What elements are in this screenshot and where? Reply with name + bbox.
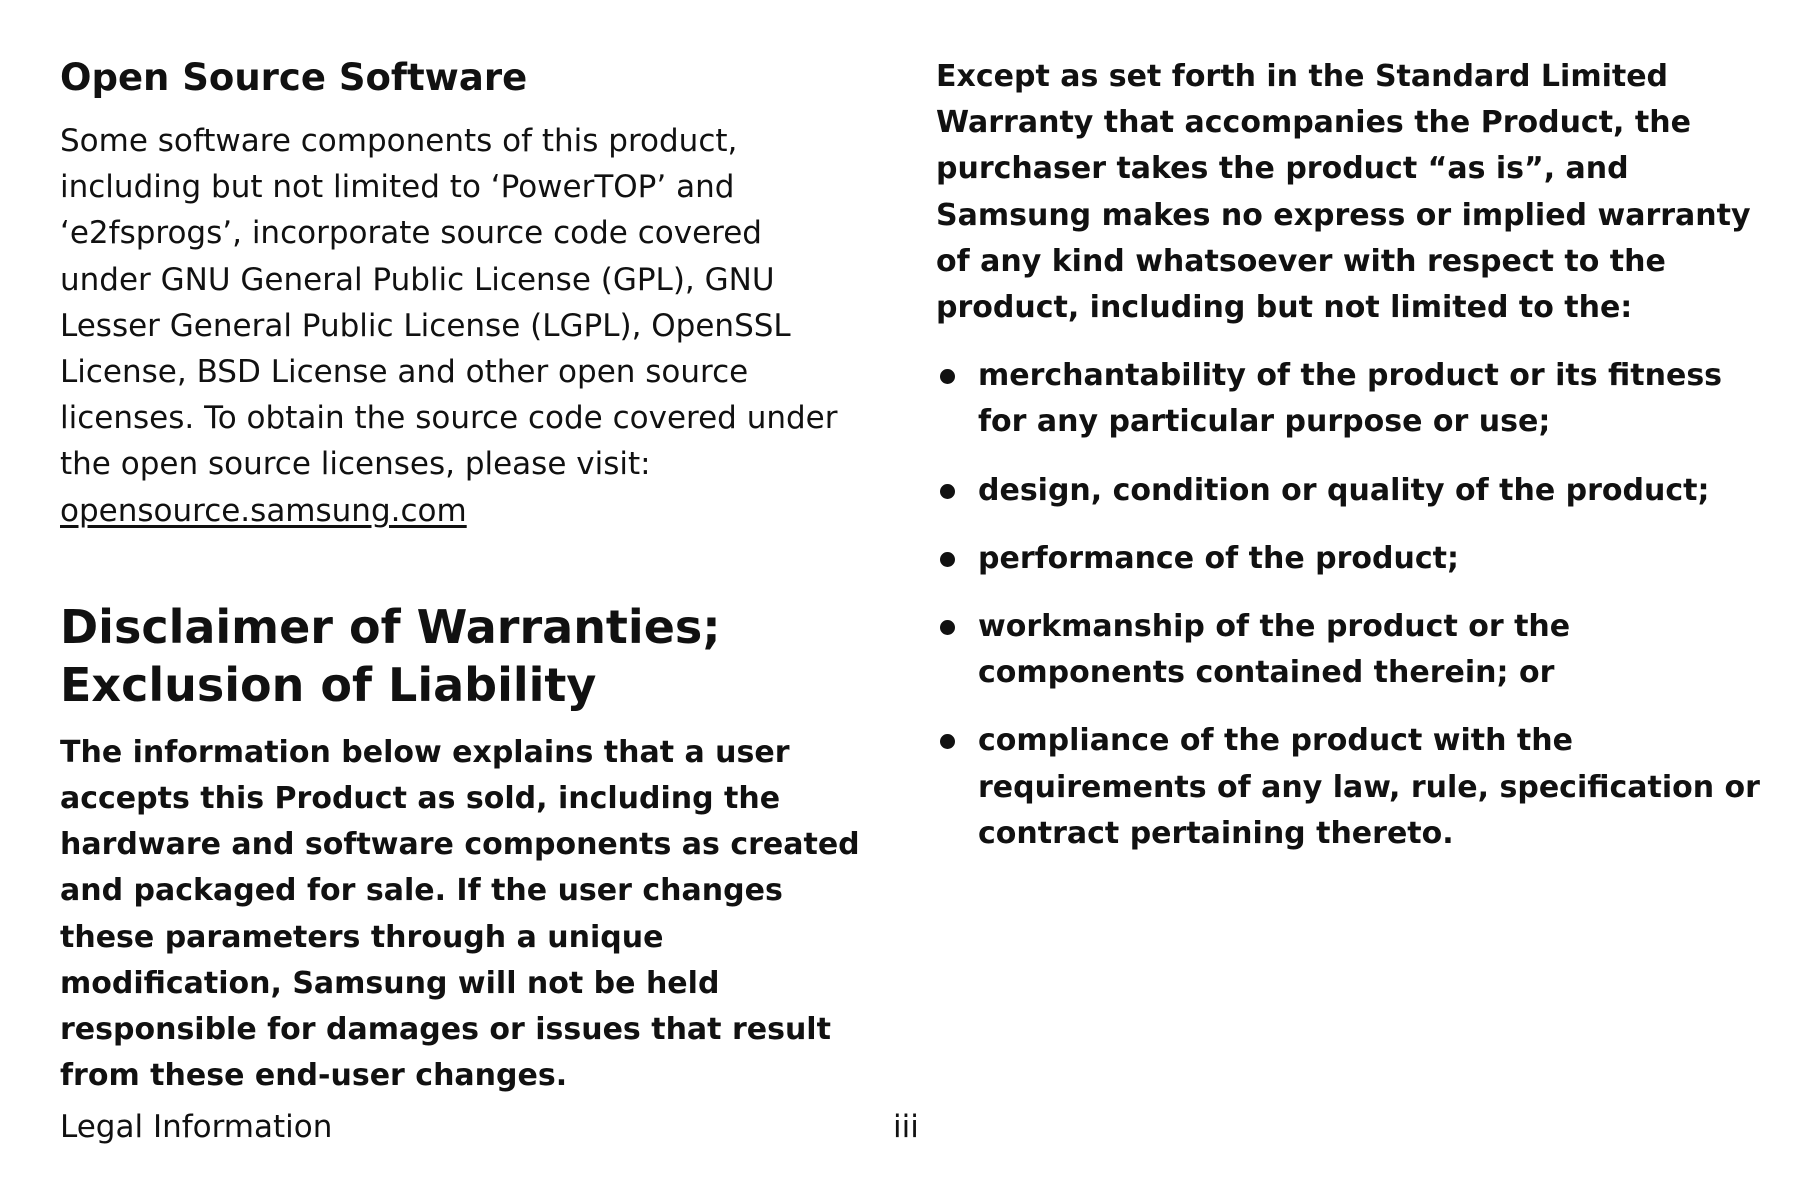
bullet-icon [940, 552, 955, 567]
list-item [936, 353, 1766, 445]
list-item-text: design, condition or quality of the product; [978, 472, 1710, 508]
open-source-heading: Open Source Software [60, 56, 528, 99]
warranty-intro: Except as set forth in the Standard Limited Warranty that accompanies the Product, the purchaser takes the product “as is”, and Samsung makes no express or implied warranty of any kind whatsoever with respect to the product, including but not limited to the: [936, 59, 1751, 326]
bullet-icon [940, 734, 955, 749]
disclaimer-heading: Disclaimer of Warranties; Exclusion of Liability [60, 599, 721, 712]
page-number: iii [893, 1109, 919, 1145]
footer-section-title: Legal Information [60, 1109, 333, 1145]
right-column [936, 48, 1766, 879]
disclaimer-body: The information below explains that a user accepts this Product as sold, including the hardware and software components as created and packaged for sale. If the user changes these parameters through a unique modification, Samsung will not be held responsible for damages or issues that result from these end-user changes. [60, 734, 860, 1094]
open-source-body [60, 118, 860, 534]
list-item-text: merchantability of the product or its fitness for any particular purpose or use; [978, 358, 1723, 440]
list-item-text: performance of the product; [978, 540, 1459, 576]
opensource-link[interactable]: opensource.samsung.com [60, 492, 467, 529]
bullet-icon [940, 620, 955, 635]
warranty-list [936, 353, 1766, 857]
list-item-text: workmanship of the product or the components contained therein; or [978, 609, 1571, 691]
list-item [936, 536, 1766, 582]
left-column [60, 48, 860, 1099]
list-item-text: compliance of the product with the requirements of any law, rule, specification or contract pertaining thereto. [978, 723, 1760, 851]
list-item [936, 718, 1766, 857]
list-item [936, 604, 1766, 696]
list-item [936, 468, 1766, 514]
open-source-paragraph: Some software components of this product, including but not limited to ‘PowerTOP’ and ‘e2fsprogs’, incorporate source code covered under GNU General Public License (GPL), GNU Lesser General Public License (LGPL), OpenSSL License, BSD License and other open source licenses. To obtain the source code covered under the open source licenses, please visit: [60, 123, 838, 483]
bullet-icon [940, 484, 955, 499]
bullet-icon [940, 369, 955, 384]
